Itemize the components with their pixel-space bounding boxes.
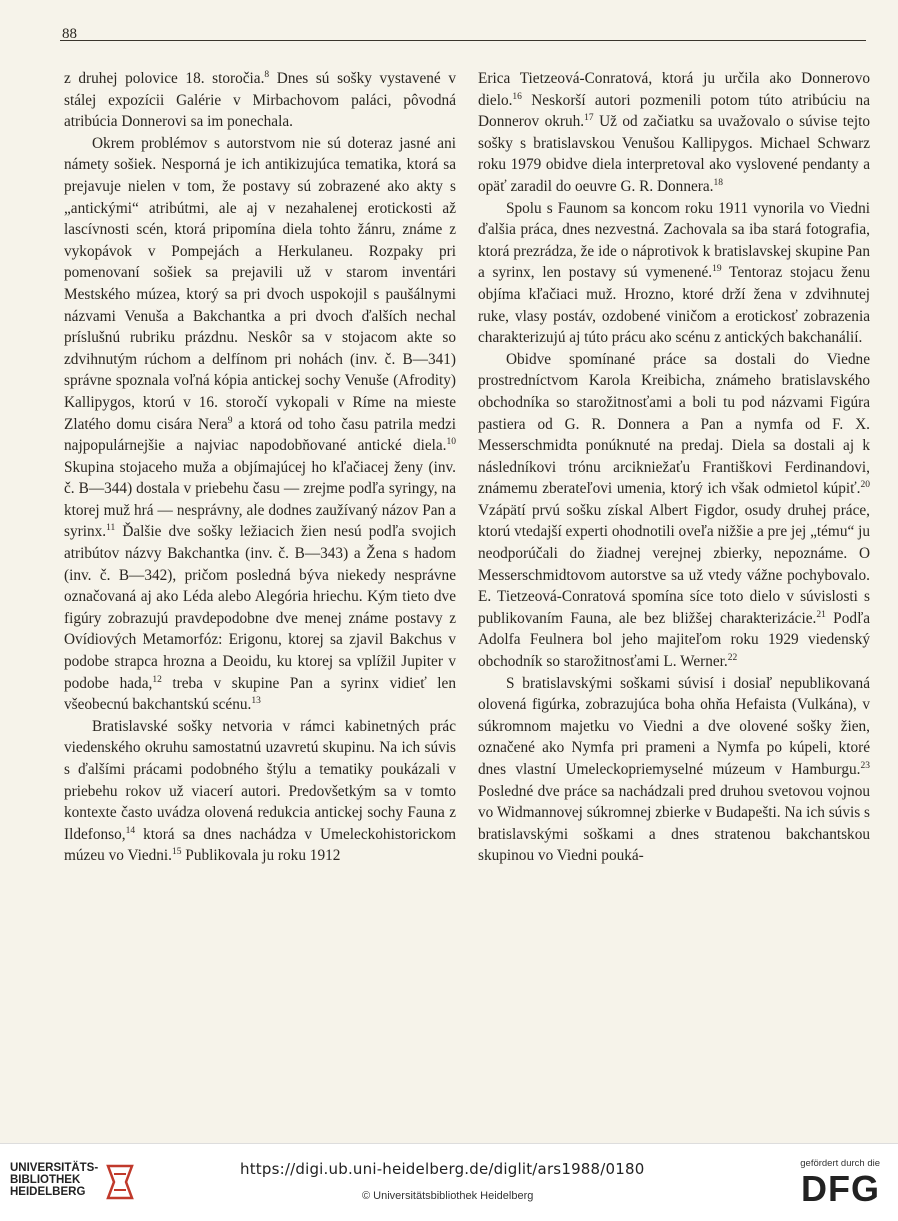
paragraph: Okrem problémov s autorstvom nie sú doteraz jasné ani námety sošiek. Nesporná je ich antikizujúca tematika, ktorá sa prejavuje nielen v tom, že postavy sú zobrazené ako akty s „antickými“ atribútmi, ale aj v nezahalenej erotickosti až lascívnosti scén, ktorá pripomína diela tohto žánru, známe z vykopávok v Pompejách a Herkulaneu. Rozpaky pri pomenovaní sošiek sa prejavili už v starom inventári Mestského múzea, ktorý sa pri dvoch uspokojil s paušálnymi názvami Venuša a Bakchantka a pri dvoch ďalších nechal príslušnú rubriku prázdnu. Neskôr sa v stojacom akte so zdvihnutým rúchom a delfínom pri nohách (inv. č. B—341) správne spoznala voľná kópia antickej sochy Venuše (Afrodity) Kallipygos, ktorú v 16. storočí vykopali v Ríme na mieste Zlatého domu cisára Nera$^9$ a ktorá od toho času patrila medzi najpopulárnejšie a najviac napodobňované antické diela.$^{10}$ Skupina stojaceho muža a objímajúcej ho kľačiacej ženy (inv. č. B—344) dostala v priebehu času — zrejme podľa syringy, na ktorej muž hrá — nesprávny, ale dodnes zaužívaný názov Pan a syrinx.$^{11}$ Ďalšie dve sošky ležiacich žien nesú podľa svojich atribútov názvy Bakchantka (inv. č. B—343) a Žena s hadom (inv. č. B—342), pričom posledná býva niekedy nesprávne označovaná aj ako Léda alebo Alegória hriechu. Kým tieto dve figúry zobrazujú pravdepodobne dve menej známe postavy z Ovídiových Metamorfóz: Erigonu, ktorej sa zjavil Bakchus v podobe strapca hrozna a Deoidu, ku ktorej sa vplížil Jupiter v podobe hada,$^{12}$ treba v skupine Pan a syrinx vidieť len všeobecnú bakchantskú scénu.$^{13}$ (64, 134, 457, 714)
permalink-url[interactable]: https://digi.ub.uni-heidelberg.de/diglit/ars1988/0180 (240, 1160, 645, 1178)
logo-line-3: HEIDELBERG (10, 1186, 86, 1198)
paragraph: Spolu s Faunom sa koncom roku 1911 vynorila vo Viedni ďalšia práca, dnes nezvestná. Zachovala sa iba stará fotografia, ktorá prezrádza, že ide o náprotivok k bratislavskej skupine Pan a syrinx, len postavy sú vymenené.$^{19}$ Tentoraz stojacu ženu objíma kľačiaci muž. Hrozno, ktoré drží žena v zdvihnutej ruke, vlasy postáv, ozdobené viničom a erotickosť zobrazenia charakterizujú aj túto prácu ako scénu z antických bakchanálií. (478, 199, 871, 347)
ub-seal-icon (104, 1162, 136, 1202)
dfg-funder (800, 1158, 880, 1207)
paragraph: z druhej polovice 18. storočia.$^8$ Dnes sú sošky vystavené v stálej expozícii Galérie v Mirbachovom paláci, pôvodná atribúcia Donnerovi sa im ponechala. (64, 69, 456, 131)
paragraph: S bratislavskými soškami súvisí i dosiaľ nepublikovaná olovená figúrka, zobrazujúca boha ohňa Hefaista (Vulkána), v súkromnom majetku vo Viedni a dve olovené sošky žien, označené ako Nymfa pri prameni a Nymfa po kúpeli, ktoré dnes vlastní Umeleckopriemyselné múzeum v Hamburgu.$^{23}$ Posledné dve práce sa nachádzali pred druhou svetovou vojnou vo Widmannovej súkromnej zbierke v Budapešti. Na ich súvis s bratislavskými soškami a dnes stratenou bakchantskou skupinou vo Viedni pouká‑ (478, 674, 870, 865)
viewer-footer (0, 1143, 898, 1221)
header-rule (60, 40, 866, 41)
page-number: 88 (62, 26, 77, 42)
copyright-text: © Universitätsbibliothek Heidelberg (362, 1190, 534, 1202)
logo-line-2: BIBLIOTHEK (10, 1174, 81, 1186)
left-column (64, 68, 456, 867)
logo-line-1: UNIVERSITÄTS- (10, 1162, 99, 1174)
right-column (478, 68, 870, 867)
funder-note: gefördert durch die (800, 1158, 880, 1169)
dfg-logo[interactable]: DFG (801, 1168, 880, 1209)
paragraph: Obidve spomínané práce sa dostali do Viedne prostredníctvom Karola Kreibicha, známeho bratislavského obchodníka so starožitnosťami a boli tu pod názvami Figúra pastiera od G. R. Donnera a Pan a nymfa od F. X. Messerschmidta ponúknuté na predaj. Diela sa dostali aj k následníkovi trónu arcikniežaťu Františkovi Ferdinandovi, známemu zberateľovi umenia, ktorý ich však odmietol kúpiť.$^{20}$ Vzápätí prvú sošku získal Albert Figdor, osudy druhej práce, ktorú vtedajší experti ohodnotili oveľa nižšie a pre jej „tému“ ju neodporúčali do žiadnej verejnej zbierky, nepoznáme. O Messerschmidtovom autorstve sa už vtedy vážne pochybovalo. E. Tietzeová-Conratová spomína síce toto dielo v súvislosti s publikovaním Fauna, ale bez bližšej charakterizácie.$^{21}$ Podľa Adolfa Feulnera bol jeho majiteľom roku 1929 viedenský obchodník so starožitnosťami L. Werner.$^{22}$ (478, 350, 870, 671)
ub-heidelberg-logo[interactable] (10, 1162, 136, 1202)
paragraph: Bratislavské sošky netvoria v rámci kabinetných prác viedenského okruhu samostatnú uzavretú skupinu. Na ich súvis s ďalšími prácami podobného štýlu a tematiky poukázali v priebehu rokov už viacerí autori. Predovšetkým sa v tomto kontexte často uvádza olovená redukcia antickej sochy Fauna z Ildefonso,$^{14}$ ktorá sa dnes nachádza v Umeleckohistorickom múzeu vo Viedni.$^{15}$ Publikovala ju roku 1912 (64, 717, 456, 865)
paragraph: Erica Tietzeová-Conratová, ktorá ju určila ako Donnerovo dielo.$^{16}$ Neskorší autori pozmenili potom túto atribúciu na Donnerov okruh.$^{17}$ Už od začiatku sa uvažovalo o súvise tejto sošky s bratislavskou Venušou Kallipygos. Michael Schwarz roku 1979 obidve diela interpretoval ako vyslovené pendanty a opäť zaradil do oeuvre G. R. Donnera.$^{18}$ (478, 70, 870, 195)
ub-logo-text (10, 1162, 98, 1198)
